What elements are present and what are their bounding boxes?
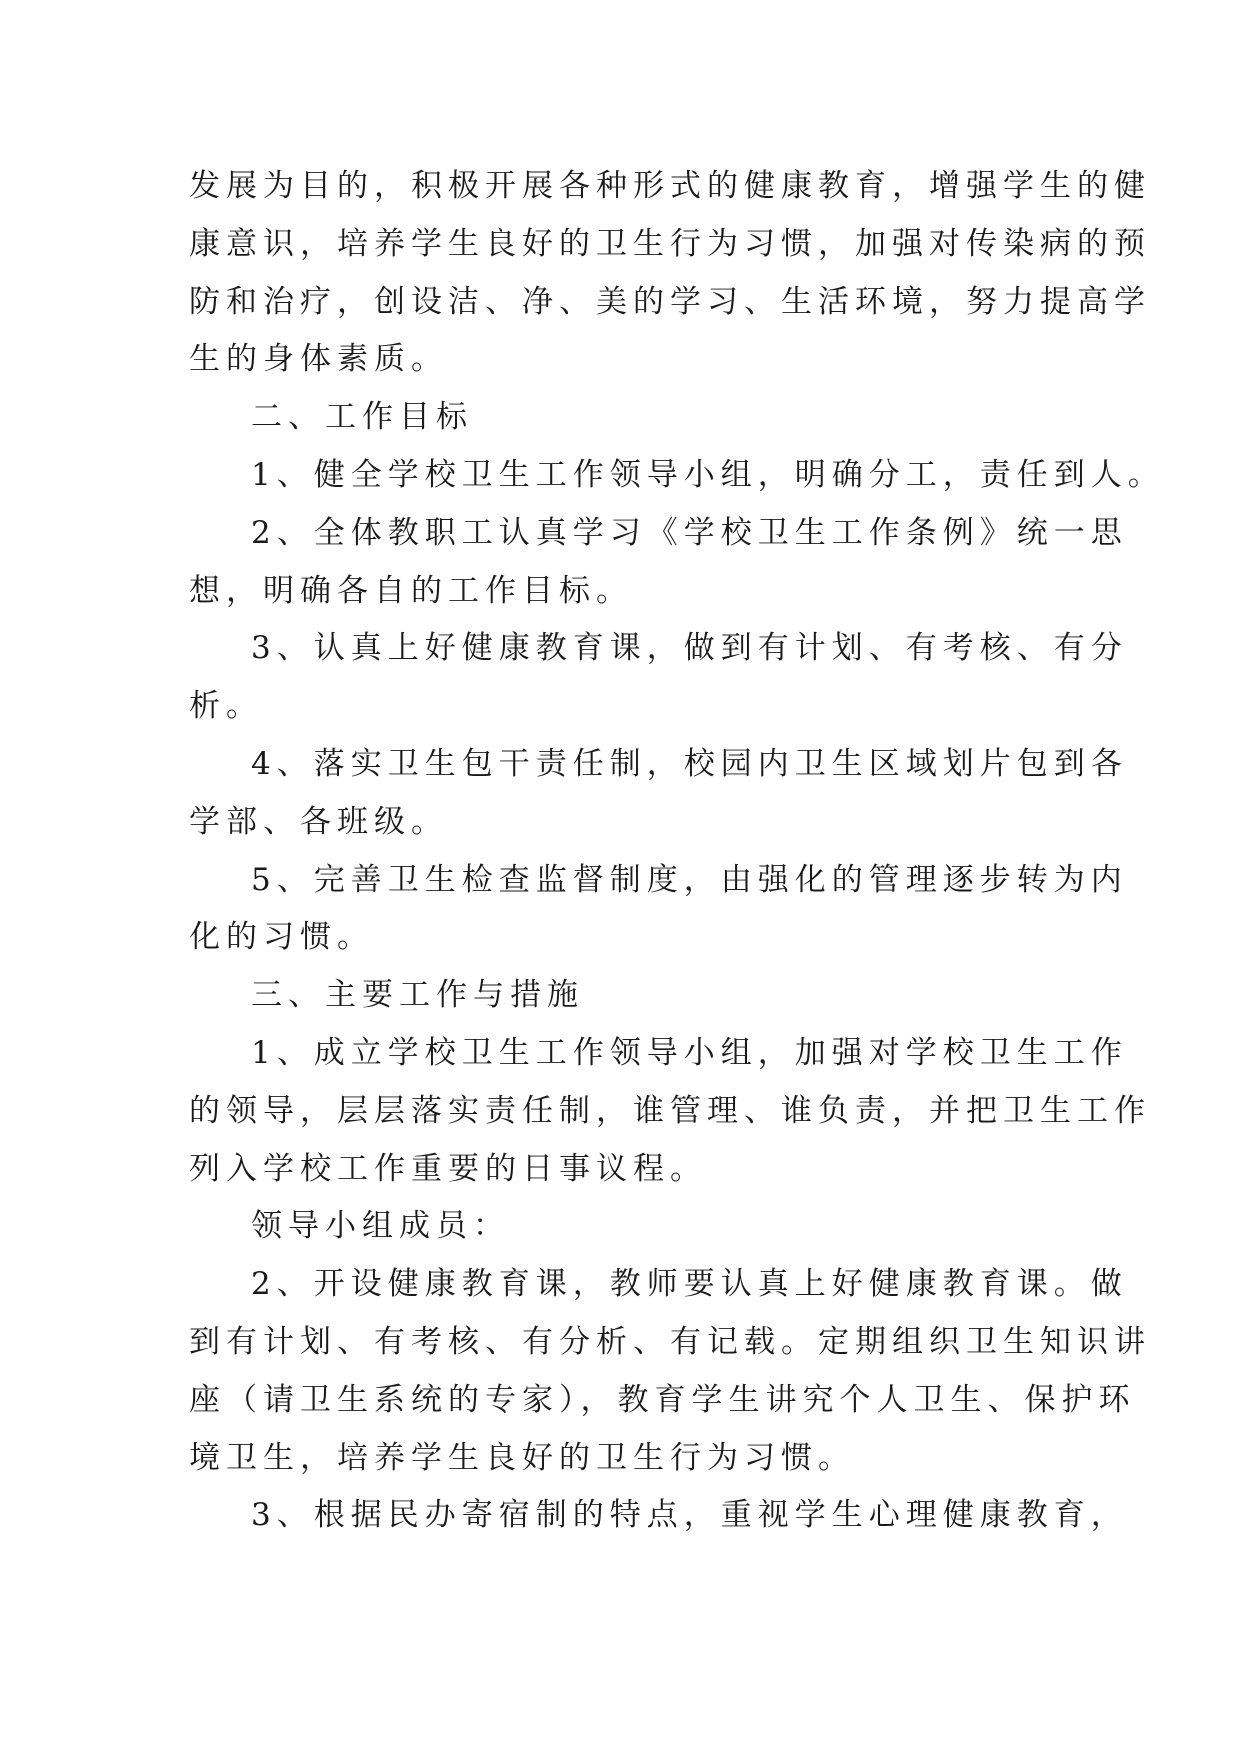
text-line: 领导小组成员： <box>251 1208 510 1245</box>
section-heading: 三、主要工作与措施 <box>251 977 584 1014</box>
section-heading: 二、工作目标 <box>251 399 473 436</box>
document-body <box>189 158 1165 1545</box>
text-line: 3、认真上好健康教育课，做到有计划、有考核、有分 <box>251 630 1128 667</box>
text-line: 境卫生，培养学生良好的卫生行为习惯。 <box>189 1439 855 1476</box>
text-line: 的领导，层层落实责任制，谁管理、谁负责，并把卫生工作 <box>189 1092 1151 1129</box>
text-line: 座（请卫生系统的专家），教育学生讲究个人卫生、保护环 <box>189 1381 1136 1418</box>
text-line: 发展为目的，积极开展各种形式的健康教育，增强学生的健 <box>189 168 1151 204</box>
text-line: 防和治疗，创设洁、净、美的学习、生活环境，努力提高学 <box>189 283 1151 320</box>
text-line: 2、全体教职工认真学习《学校卫生工作条例》统一思 <box>251 514 1128 551</box>
text-line: 3、根据民办寄宿制的特点，重视学生心理健康教育， <box>251 1497 1128 1534</box>
text-line: 列入学校工作重要的日事议程。 <box>189 1150 707 1187</box>
text-line: 康意识，培养学生良好的卫生行为习惯，加强对传染病的预 <box>189 225 1151 262</box>
text-line: 想，明确各自的工作目标。 <box>189 572 633 609</box>
text-line: 1、健全学校卫生工作领导小组，明确分工，责任到人。 <box>251 456 1165 493</box>
text-line: 生的身体素质。 <box>189 341 448 378</box>
text-line: 析。 <box>189 688 263 725</box>
text-line: 化的习惯。 <box>189 919 374 956</box>
text-line: 5、完善卫生检查监督制度，由强化的管理逐步转为内 <box>251 861 1128 898</box>
text-line: 2、开设健康教育课，教师要认真上好健康教育课。做 <box>251 1266 1128 1303</box>
text-line: 到有计划、有考核、有分析、有记载。定期组织卫生知识讲 <box>189 1323 1151 1360</box>
text-line: 4、落实卫生包干责任制，校园内卫生区域划片包到各 <box>251 745 1128 782</box>
text-line: 学部、各班级。 <box>189 803 448 840</box>
text-line: 1、成立学校卫生工作领导小组，加强对学校卫生工作 <box>251 1034 1128 1071</box>
